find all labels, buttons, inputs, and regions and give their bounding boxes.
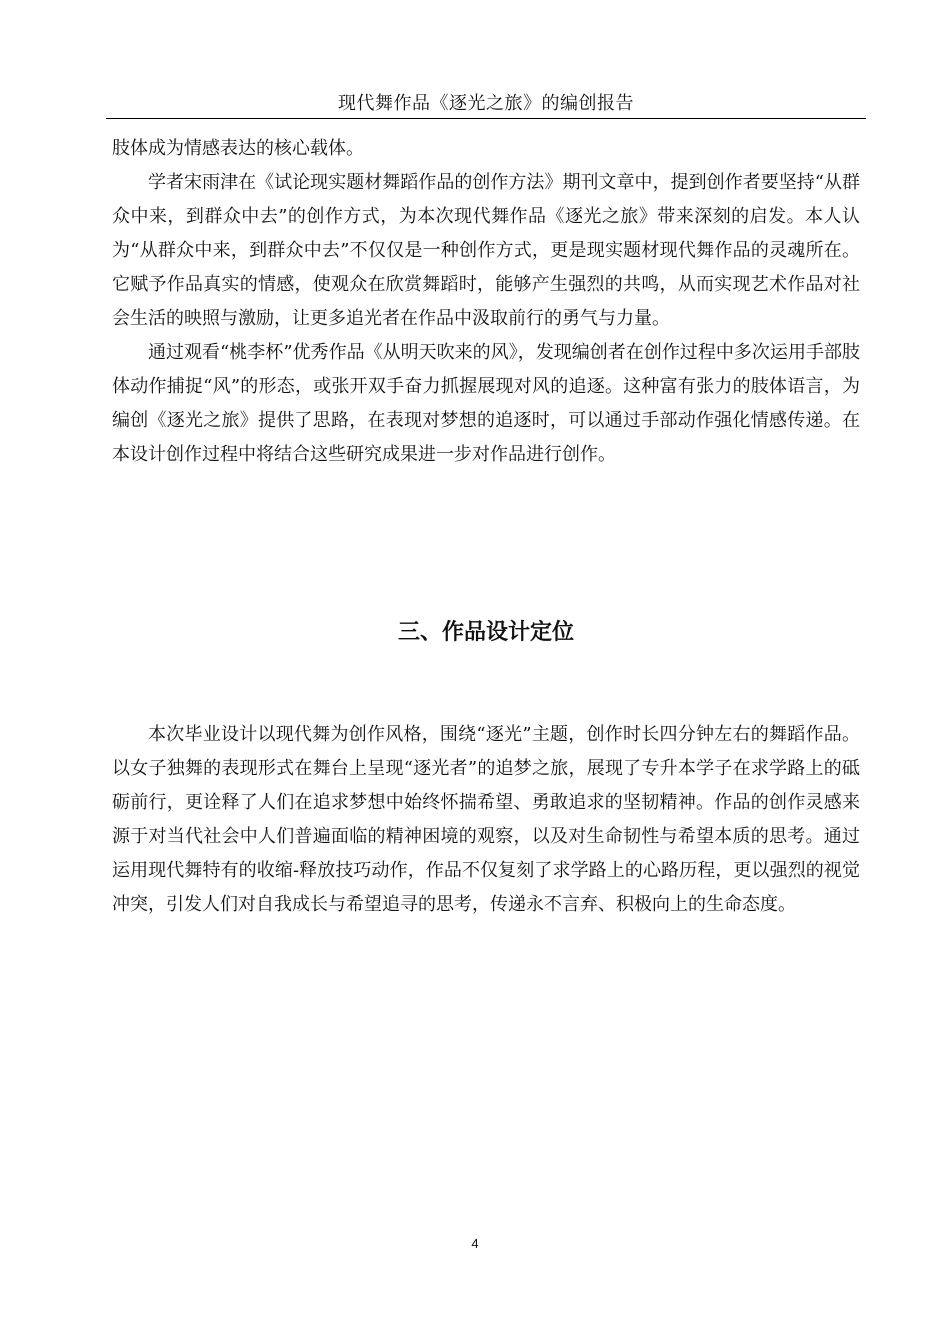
paragraph-continuation: 肢体成为情感表达的核心载体。: [112, 138, 364, 159]
body-text-block: [112, 132, 860, 472]
section-heading: 三、作品设计定位: [397, 620, 574, 645]
paragraph-taoli-cup: 通过观看“桃李杯”优秀作品《从明天吹来的风》，发现编创者在创作过程中多次运用手部肢体动作捕捉“风”的形态，或张开双手奋力抓握展现对风的追逐。这种富有张力的肢体语言，为编创《逐光之旅》提供了思路，在表现对梦想的追逐时，可以通过手部动作强化情感传递。在本设计创作过程中将结合这些研究成果进一步对作品进行创作。: [112, 342, 860, 465]
page-number: 4: [471, 1236, 479, 1251]
header-divider: [106, 118, 866, 119]
paragraph-song-yujin: 学者宋雨津在《试论现实题材舞蹈作品的创作方法》期刊文章中，提到创作者要坚持“从群众中来，到群众中去”的创作方式，为本次现代舞作品《逐光之旅》带来深刻的启发。本人认为“从群众中来，到群众中去”不仅仅是一种创作方式，更是现实题材现代舞作品的灵魂所在。它赋予作品真实的情感，使观众在欣赏舞蹈时，能够产生强烈的共鸣，从而实现艺术作品对社会生活的映照与激励，让更多追光者在作品中汲取前行的勇气与力量。: [112, 172, 860, 329]
running-header-title: 现代舞作品《逐光之旅》的编创报告: [338, 93, 634, 114]
paragraph-design-positioning: 本次毕业设计以现代舞为创作风格，围绕“逐光”主题，创作时长四分钟左右的舞蹈作品。以女子独舞的表现形式在舞台上呈现“逐光者”的追梦之旅，展现了专升本学子在求学路上的砥砺前行，更诠释了人们在追求梦想中始终怀揣希望、勇敢追求的坚韧精神。作品的创作灵感来源于对当代社会中人们普遍面临的精神困境的观察，以及对生命韧性与希望本质的思考。通过运用现代舞特有的收缩-释放技巧动作，作品不仅复刻了求学路上的心路历程，更以强烈的视觉冲突，引发人们对自我成长与希望追寻的思考，传递永不言弃、积极向上的生命态度。: [112, 724, 860, 915]
body-text-block-section3: [112, 718, 860, 922]
